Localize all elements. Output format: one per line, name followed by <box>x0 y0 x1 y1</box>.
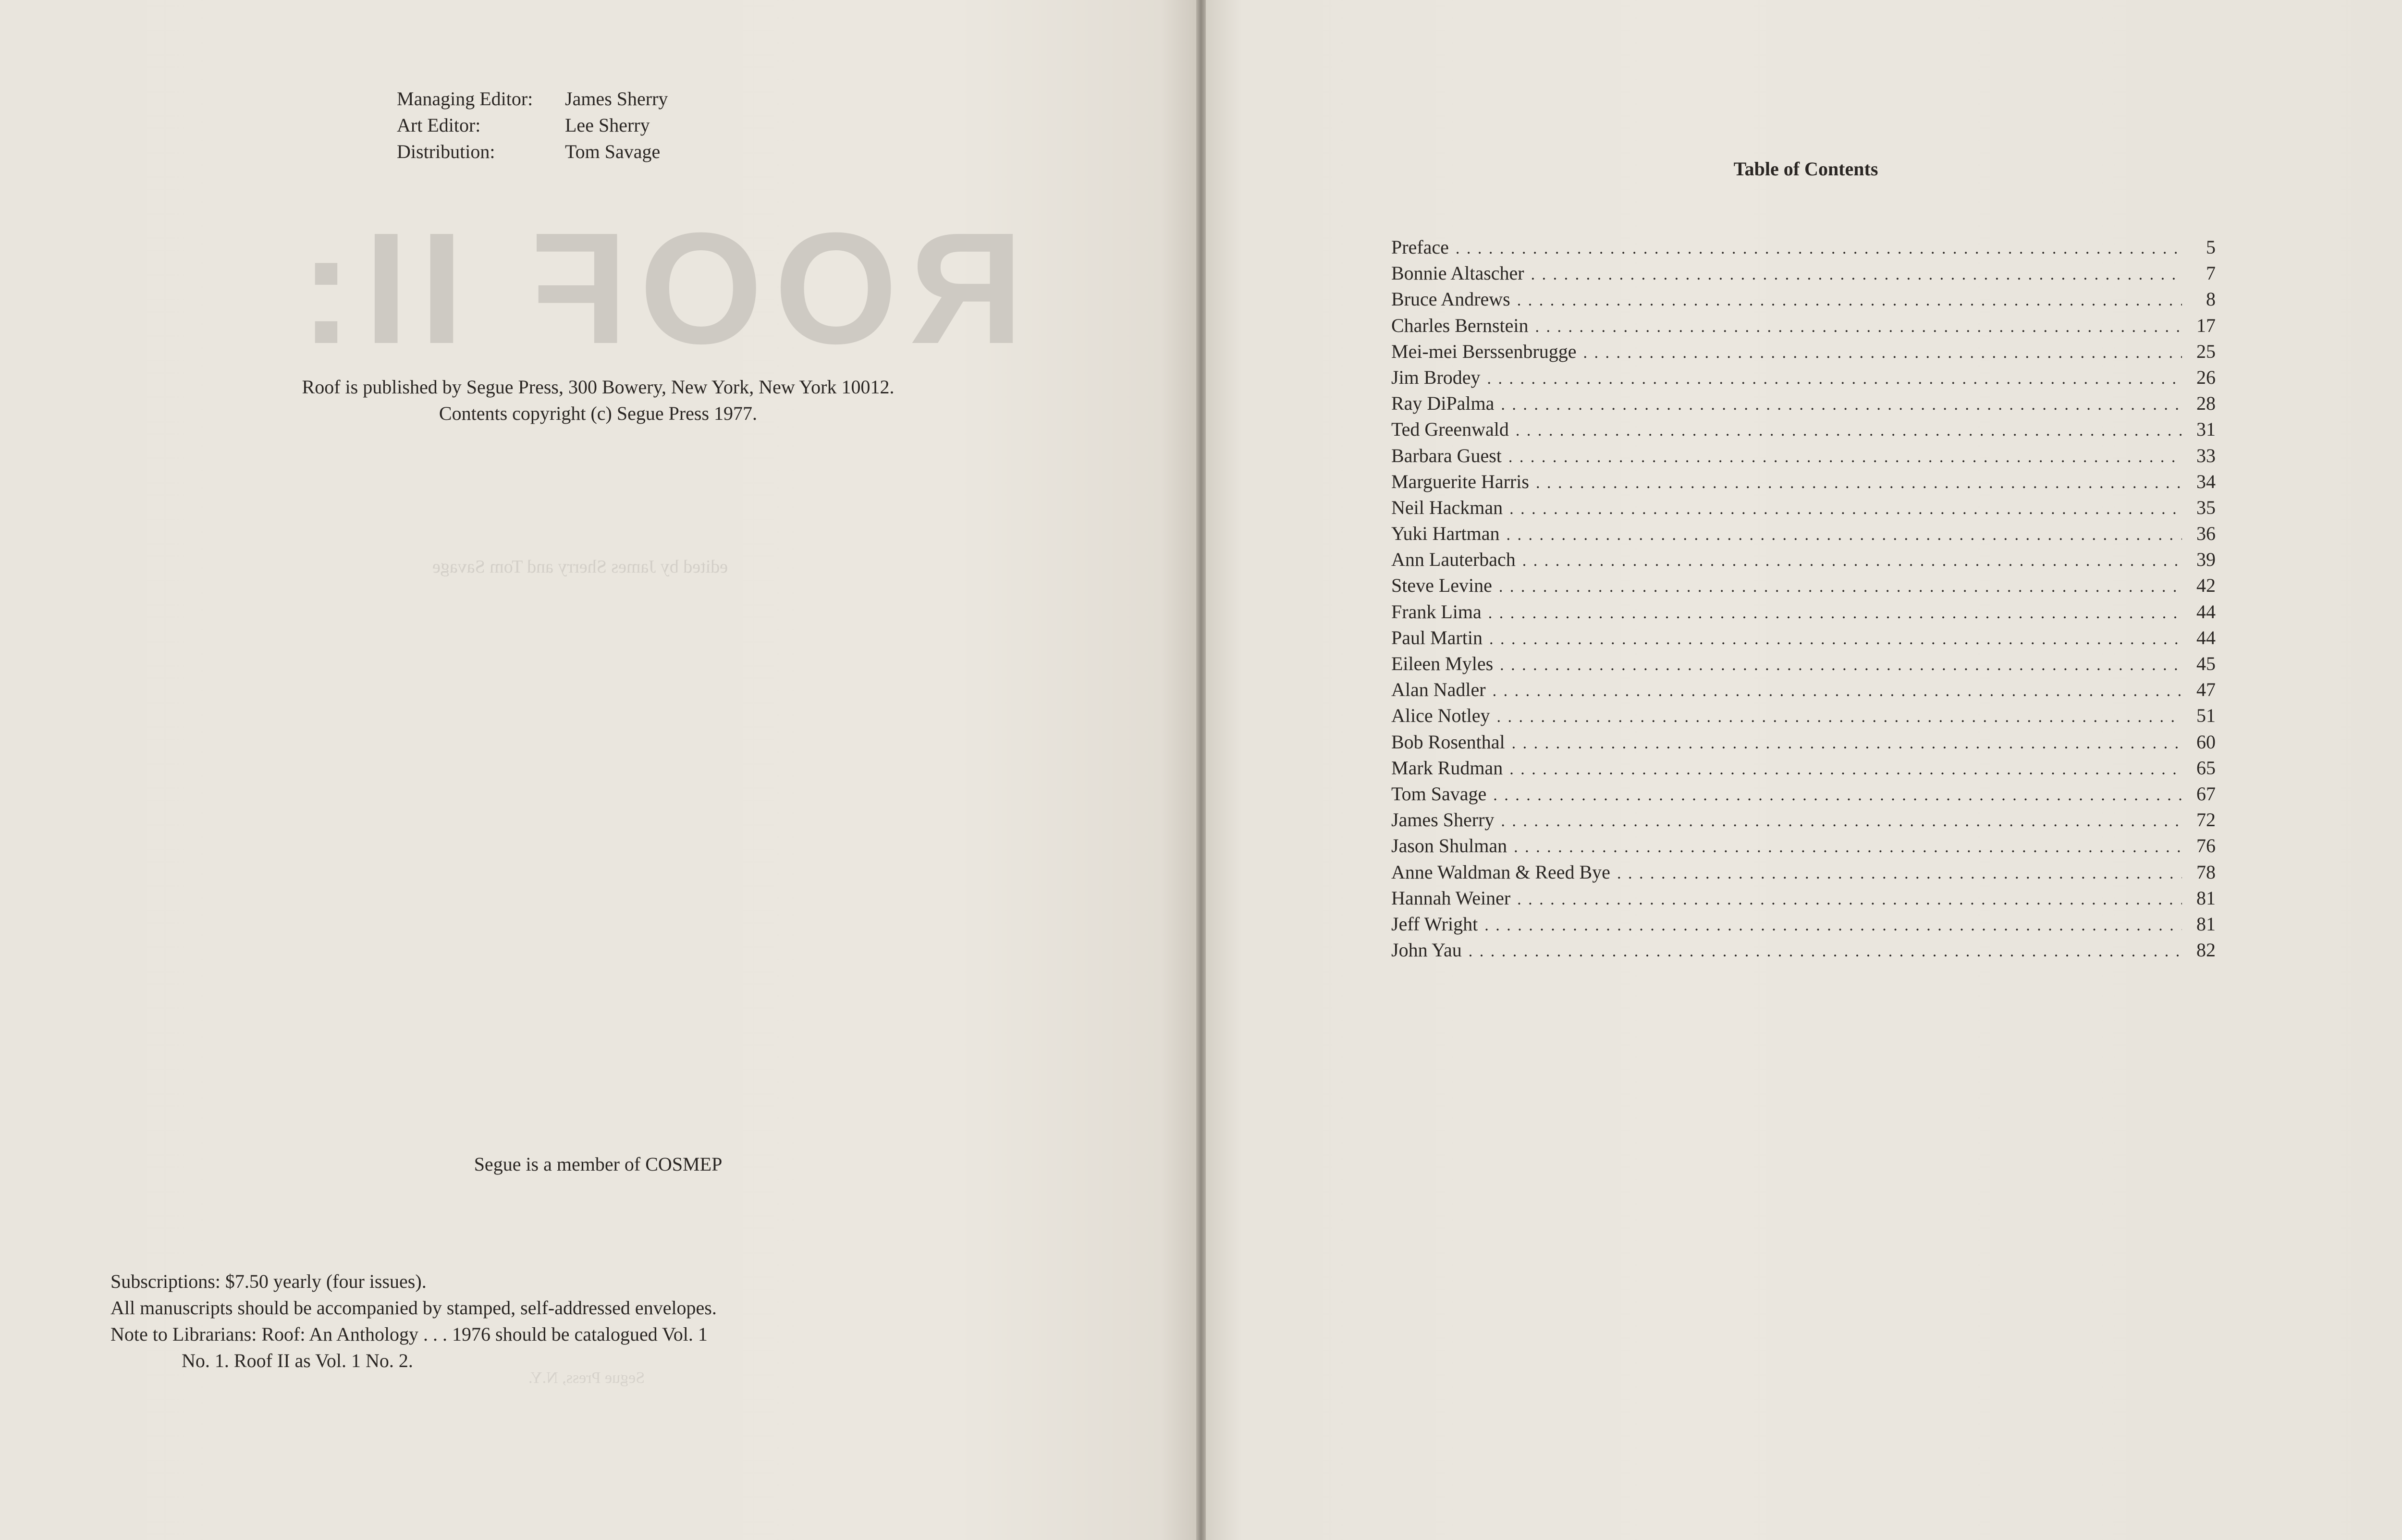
toc-leader-dots <box>1508 444 2182 470</box>
bleed-through-text: Segue Press, N.Y. <box>528 1369 645 1387</box>
toc-page-number: 35 <box>2196 496 2216 518</box>
toc-entry <box>1391 313 2216 339</box>
toc-entry <box>1391 391 2216 416</box>
toc-page-number: 33 <box>2196 444 2216 466</box>
toc-page-number: 78 <box>2196 861 2216 883</box>
toc-page-number: 26 <box>2196 366 2216 388</box>
toc-entry <box>1391 443 2216 469</box>
book-gutter <box>1196 0 1206 1540</box>
toc-author: Mei-mei Berssenbrugge <box>1391 340 1577 362</box>
toc-leader-dots <box>1522 548 2182 574</box>
imprint <box>0 374 1196 427</box>
toc-leader-dots <box>1469 939 2182 965</box>
toc-leader-dots <box>1500 652 2182 678</box>
toc-author: Bonnie Altascher <box>1391 262 1524 284</box>
toc-entry <box>1391 260 2216 286</box>
toc-leader-dots <box>1499 574 2182 600</box>
toc-entry <box>1391 521 2216 547</box>
librarians-line: Note to Librarians: Roof: An Anthology . . . 1976 should be catalogued Vol. 1 <box>110 1323 708 1345</box>
masthead-role: Distribution: <box>397 141 495 162</box>
toc-author: Paul Martin <box>1391 626 1483 648</box>
toc-leader-dots <box>1487 366 2182 392</box>
toc-leader-dots <box>1514 834 2182 860</box>
toc-author: Yuki Hartman <box>1391 523 1500 545</box>
toc-page-number: 45 <box>2196 653 2216 674</box>
toc-leader-dots <box>1516 418 2182 444</box>
imprint-line: Roof is published by Segue Press, 300 Bowery, New York, New York 10012. <box>302 376 895 398</box>
toc-entry <box>1391 677 2216 703</box>
toc-author: Jim Brodey <box>1391 366 1481 388</box>
toc-entry <box>1391 339 2216 365</box>
masthead-row <box>397 112 668 138</box>
toc-page-number: 5 <box>2206 236 2216 258</box>
bleed-through-logo: ROOF II: <box>288 199 1024 377</box>
toc-author: Marguerite Harris <box>1391 470 1529 492</box>
toc-leader-dots <box>1484 913 2182 939</box>
masthead-role: Art Editor: <box>397 114 481 136</box>
subscriptions-line: Subscriptions: $7.50 yearly (four issues). <box>110 1271 427 1292</box>
toc-page-number: 67 <box>2196 782 2216 805</box>
toc-leader-dots <box>1517 288 2182 314</box>
toc-entry <box>1391 729 2216 755</box>
toc-page-number: 25 <box>2196 340 2216 362</box>
toc-page-number: 51 <box>2196 705 2216 727</box>
toc-leader-dots <box>1501 392 2182 418</box>
toc-page-number: 44 <box>2196 626 2216 648</box>
masthead-row <box>397 138 668 165</box>
toc-author: Neil Hackman <box>1391 496 1503 518</box>
toc-page-number: 28 <box>2196 392 2216 415</box>
toc-page-number: 44 <box>2196 600 2216 623</box>
toc-author: Ray DiPalma <box>1391 392 1495 415</box>
toc-leader-dots <box>1512 731 2182 757</box>
toc-page-number: 82 <box>2196 939 2216 961</box>
toc-author: Eileen Myles <box>1391 653 1494 674</box>
toc-entry <box>1391 911 2216 937</box>
bleed-through-text: edited by James Sherry and Tom Savage <box>432 557 728 577</box>
toc-leader-dots <box>1497 704 2182 730</box>
toc-author: Ann Lauterbach <box>1391 549 1516 571</box>
toc-page-number: 47 <box>2196 679 2216 701</box>
toc-page-number: 81 <box>2196 887 2216 909</box>
toc-page-number: 81 <box>2196 913 2216 935</box>
masthead-name: Tom Savage <box>565 141 661 162</box>
toc-author: Bob Rosenthal <box>1391 731 1505 753</box>
toc-page-number: 7 <box>2206 262 2216 284</box>
toc-page-number: 8 <box>2206 288 2216 310</box>
toc-author: Bruce Andrews <box>1391 288 1510 310</box>
copyright-line: Contents copyright (c) Segue Press 1977. <box>439 403 758 424</box>
toc-leader-dots <box>1489 626 2182 652</box>
toc-entry <box>1391 859 2216 885</box>
toc-author: Preface <box>1391 236 1449 258</box>
toc-author: Barbara Guest <box>1391 444 1502 466</box>
toc-leader-dots <box>1493 678 2182 704</box>
masthead-row <box>397 86 668 112</box>
toc-page-number: 34 <box>2196 470 2216 492</box>
masthead-name: Lee Sherry <box>565 114 650 136</box>
toc-entry <box>1391 703 2216 729</box>
toc-entry <box>1391 755 2216 781</box>
toc-page-number: 60 <box>2196 731 2216 753</box>
toc-page-number: 42 <box>2196 574 2216 597</box>
toc-page-number: 31 <box>2196 418 2216 440</box>
toc-leader-dots <box>1456 236 2182 262</box>
toc-entry <box>1391 625 2216 651</box>
toc-entry <box>1391 416 2216 442</box>
toc-author: Alice Notley <box>1391 705 1490 727</box>
toc-page-number: 72 <box>2196 809 2216 831</box>
toc-author: Anne Waldman & Reed Bye <box>1391 861 1610 883</box>
toc-entry <box>1391 937 2216 963</box>
toc-leader-dots <box>1531 262 2182 288</box>
member-note: Segue is a member of COSMEP <box>474 1153 723 1175</box>
toc-entry <box>1391 833 2216 859</box>
toc-page-number: 65 <box>2196 757 2216 779</box>
table-of-contents <box>1391 234 2216 963</box>
toc-page-number: 36 <box>2196 523 2216 545</box>
toc-leader-dots <box>1509 757 2182 782</box>
toc-leader-dots <box>1509 496 2182 522</box>
toc-author: Alan Nadler <box>1391 679 1486 701</box>
toc-page-number: 76 <box>2196 835 2216 857</box>
toc-entry <box>1391 781 2216 807</box>
toc-entry <box>1391 495 2216 521</box>
toc-entry <box>1391 547 2216 573</box>
toc-entry <box>1391 807 2216 833</box>
toc-author: Steve Levine <box>1391 574 1492 597</box>
toc-leader-dots <box>1507 522 2182 548</box>
toc-author: Hannah Weiner <box>1391 887 1511 909</box>
subscriptions-block <box>110 1268 717 1374</box>
toc-leader-dots <box>1493 782 2182 808</box>
toc-leader-dots <box>1536 470 2182 496</box>
toc-entry <box>1391 234 2216 260</box>
toc-author: Mark Rudman <box>1391 757 1503 779</box>
toc-author: John Yau <box>1391 939 1462 961</box>
toc-leader-dots <box>1617 861 2182 887</box>
toc-author: Ted Greenwald <box>1391 418 1509 440</box>
toc-entry <box>1391 286 2216 312</box>
toc-entry <box>1391 573 2216 599</box>
toc-leader-dots <box>1517 887 2182 913</box>
masthead <box>397 86 668 165</box>
manuscripts-line: All manuscripts should be accompanied by stamped, self-addressed envelopes. <box>110 1297 717 1319</box>
toc-title: Table of Contents <box>1733 158 1878 180</box>
toc-author: Charles Bernstein <box>1391 314 1529 336</box>
toc-author: Jason Shulman <box>1391 835 1507 857</box>
toc-author: Jeff Wright <box>1391 913 1478 935</box>
toc-entry <box>1391 651 2216 677</box>
right-page <box>1206 0 2402 1540</box>
toc-leader-dots <box>1535 314 2182 340</box>
toc-entry <box>1391 885 2216 911</box>
toc-entry <box>1391 365 2216 391</box>
toc-entry <box>1391 469 2216 495</box>
toc-entry <box>1391 599 2216 625</box>
toc-leader-dots <box>1583 340 2182 366</box>
masthead-name: James Sherry <box>565 88 668 110</box>
toc-leader-dots <box>1501 808 2182 834</box>
toc-author: Frank Lima <box>1391 600 1482 623</box>
toc-author: James Sherry <box>1391 809 1495 831</box>
toc-author: Tom Savage <box>1391 782 1487 805</box>
toc-leader-dots <box>1488 600 2182 626</box>
librarians-line-cont: No. 1. Roof II as Vol. 1 No. 2. <box>182 1350 413 1371</box>
toc-page-number: 39 <box>2196 549 2216 571</box>
left-page <box>0 0 1196 1540</box>
masthead-role: Managing Editor: <box>397 88 533 110</box>
toc-page-number: 17 <box>2196 314 2216 336</box>
